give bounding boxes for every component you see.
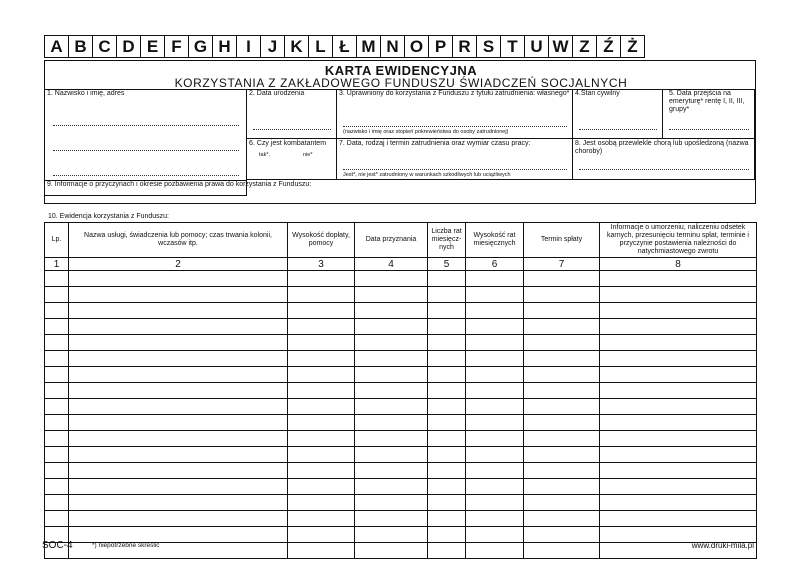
- table-cell[interactable]: [466, 351, 524, 367]
- table-cell[interactable]: [69, 351, 288, 367]
- table-cell[interactable]: [45, 319, 69, 335]
- table-cell[interactable]: [466, 271, 524, 287]
- table-cell[interactable]: [524, 271, 600, 287]
- table-cell[interactable]: [600, 415, 757, 431]
- table-cell[interactable]: [524, 463, 600, 479]
- table-cell[interactable]: [600, 463, 757, 479]
- table-cell[interactable]: [288, 479, 355, 495]
- table-cell[interactable]: [600, 399, 757, 415]
- table-cell[interactable]: [355, 399, 428, 415]
- table-cell[interactable]: [524, 335, 600, 351]
- col-header-grant-date: Data przyznania: [355, 223, 428, 258]
- table-cell[interactable]: [466, 399, 524, 415]
- table-cell[interactable]: [45, 351, 69, 367]
- column-number: 8: [600, 258, 757, 271]
- table-cell[interactable]: [288, 431, 355, 447]
- alphabet-letter: N: [381, 36, 405, 57]
- alphabet-letter: Z: [573, 36, 597, 57]
- table-row: [45, 399, 757, 415]
- table-header-row: [45, 223, 757, 258]
- table-cell[interactable]: [428, 335, 466, 351]
- alphabet-index: [44, 35, 645, 58]
- table-cell[interactable]: [69, 463, 288, 479]
- table-cell[interactable]: [355, 383, 428, 399]
- table-cell[interactable]: [355, 335, 428, 351]
- table-cell[interactable]: [69, 399, 288, 415]
- table-cell[interactable]: [466, 511, 524, 527]
- field-combatant: [247, 139, 337, 180]
- table-cell[interactable]: [600, 383, 757, 399]
- table-cell[interactable]: [600, 351, 757, 367]
- column-number: 5: [428, 258, 466, 271]
- table-cell[interactable]: [600, 367, 757, 383]
- table-row: [45, 319, 757, 335]
- table-cell[interactable]: [466, 431, 524, 447]
- birth-date-input-line[interactable]: [253, 129, 331, 130]
- publisher-site: www.druki-mila.pl: [691, 541, 754, 550]
- entitlement-input-line[interactable]: [343, 126, 567, 127]
- fund-usage-table: [44, 222, 757, 559]
- alphabet-letter: S: [477, 36, 501, 57]
- table-cell[interactable]: [524, 319, 600, 335]
- section-10-label: 10. Ewidencja korzystania z Funduszu:: [48, 213, 170, 220]
- table-cell[interactable]: [355, 287, 428, 303]
- table-cell[interactable]: [600, 303, 757, 319]
- table-cell[interactable]: [288, 287, 355, 303]
- table-cell[interactable]: [428, 527, 466, 543]
- table-cell[interactable]: [524, 479, 600, 495]
- field-retirement: [663, 89, 755, 139]
- table-cell[interactable]: [428, 303, 466, 319]
- table-cell[interactable]: [524, 543, 600, 559]
- table-cell[interactable]: [524, 431, 600, 447]
- entitlement-note: (nazwisko i imię oraz stopień pokrewieństwa do osoby zatrudnionej): [343, 129, 509, 135]
- retirement-input-line[interactable]: [669, 129, 749, 130]
- table-row: [45, 447, 757, 463]
- table-cell[interactable]: [288, 495, 355, 511]
- table-cell[interactable]: [428, 287, 466, 303]
- table-cell[interactable]: [524, 527, 600, 543]
- table-cell[interactable]: [428, 367, 466, 383]
- table-cell[interactable]: [428, 543, 466, 559]
- field-birth-date: [247, 89, 337, 139]
- table-cell[interactable]: [45, 303, 69, 319]
- field-employment-label: 7. Data, rodzaj i termin zatrudnienia oraz wymiar czasu pracy:: [339, 140, 531, 147]
- field-deprivation-info-label: 9. Informacje o przyczynach i okresie pozbawienia prawa do korzystania z Funduszu:: [47, 181, 312, 188]
- table-cell[interactable]: [45, 335, 69, 351]
- alphabet-letter: D: [117, 36, 141, 57]
- table-cell[interactable]: [466, 479, 524, 495]
- table-cell[interactable]: [69, 271, 288, 287]
- table-cell[interactable]: [355, 319, 428, 335]
- table-cell[interactable]: [428, 383, 466, 399]
- table-row: [45, 351, 757, 367]
- combatant-yes-option[interactable]: tak*,: [259, 152, 271, 158]
- table-cell[interactable]: [288, 415, 355, 431]
- table-row: [45, 415, 757, 431]
- col-header-installment-count: Liczba rat miesięcz-nych: [428, 223, 466, 258]
- table-cell[interactable]: [466, 543, 524, 559]
- field-name-address-label: 1. Nazwisko i imię, adres: [47, 90, 125, 97]
- table-cell[interactable]: [600, 511, 757, 527]
- table-cell[interactable]: [524, 303, 600, 319]
- table-cell[interactable]: [466, 527, 524, 543]
- table-cell[interactable]: [524, 367, 600, 383]
- table-cell[interactable]: [355, 511, 428, 527]
- alphabet-letter: W: [549, 36, 573, 57]
- col-header-installment-amount: Wysokość rat miesięcznych: [466, 223, 524, 258]
- table-row: [45, 335, 757, 351]
- alphabet-letter: T: [501, 36, 525, 57]
- table-cell[interactable]: [466, 415, 524, 431]
- table-cell[interactable]: [428, 271, 466, 287]
- column-number: 2: [69, 258, 288, 271]
- table-cell[interactable]: [45, 479, 69, 495]
- table-cell[interactable]: [45, 399, 69, 415]
- table-cell[interactable]: [288, 447, 355, 463]
- table-cell[interactable]: [288, 527, 355, 543]
- col-header-service-name: Nazwa usługi, świadczenia lub pomocy; czas trwania kolonii, wczasów itp.: [69, 223, 288, 258]
- table-cell[interactable]: [524, 447, 600, 463]
- table-cell[interactable]: [428, 463, 466, 479]
- table-row: [45, 527, 757, 543]
- table-cell[interactable]: [466, 383, 524, 399]
- table-row: [45, 479, 757, 495]
- table-cell[interactable]: [466, 495, 524, 511]
- column-number: 1: [45, 258, 69, 271]
- table-cell[interactable]: [355, 431, 428, 447]
- col-header-subsidy-amount: Wysokość dopłaty, pomocy: [288, 223, 355, 258]
- table-cell[interactable]: [355, 463, 428, 479]
- field-chronic-illness-label: 8. Jest osobą przewlekle chorą lub upośledzoną (nazwa choroby): [575, 140, 749, 155]
- alphabet-letter: C: [93, 36, 117, 57]
- alphabet-letter: E: [141, 36, 165, 57]
- table-cell[interactable]: [466, 319, 524, 335]
- field-deprivation-info: [45, 180, 755, 204]
- field-entitlement-label: 3. Uprawniony do korzystania z Funduszu z tytułu zatrudnienia: własnego*: [339, 90, 570, 97]
- table-cell[interactable]: [355, 303, 428, 319]
- table-cell[interactable]: [288, 399, 355, 415]
- table-cell[interactable]: [69, 335, 288, 351]
- table-cell[interactable]: [69, 495, 288, 511]
- address-input-line-1[interactable]: [53, 150, 239, 151]
- table-row: [45, 511, 757, 527]
- column-number: 6: [466, 258, 524, 271]
- alphabet-letter: B: [69, 36, 93, 57]
- table-row: [45, 495, 757, 511]
- table-cell[interactable]: [466, 367, 524, 383]
- card-subtitle: KORZYSTANIA Z ZAKŁADOWEGO FUNDUSZU ŚWIADCZEŃ SOCJALNYCH: [174, 76, 628, 90]
- table-cell[interactable]: [428, 479, 466, 495]
- table-cell[interactable]: [524, 415, 600, 431]
- table-cell[interactable]: [428, 415, 466, 431]
- table-cell[interactable]: [600, 319, 757, 335]
- column-number: 3: [288, 258, 355, 271]
- marital-status-input-line[interactable]: [579, 129, 657, 130]
- table-cell[interactable]: [355, 527, 428, 543]
- table-cell[interactable]: [45, 271, 69, 287]
- table-row: [45, 367, 757, 383]
- alphabet-letter: M: [357, 36, 381, 57]
- alphabet-letter: G: [189, 36, 213, 57]
- table-cell[interactable]: [466, 287, 524, 303]
- field-marital-status-label: 4.Stan cywilny: [575, 90, 620, 97]
- table-cell[interactable]: [524, 495, 600, 511]
- table-cell[interactable]: [288, 543, 355, 559]
- col-header-repayment-date: Termin spłaty: [524, 223, 600, 258]
- table-cell[interactable]: [428, 495, 466, 511]
- table-cell[interactable]: [69, 383, 288, 399]
- alphabet-letter: Ż: [627, 36, 638, 56]
- table-cell[interactable]: [428, 319, 466, 335]
- table-cell[interactable]: [524, 351, 600, 367]
- table-cell[interactable]: [69, 415, 288, 431]
- alphabet-letter: Ź: [597, 36, 621, 57]
- combatant-no-option[interactable]: nie*: [303, 152, 313, 158]
- col-header-remission-info: Informacje o umorzeniu, naliczeniu odsetek karnych, przesunięciu terminu spłat, terminie i przyczynie postawienia należności do natychmiastowego zwrotu: [600, 223, 757, 258]
- table-cell[interactable]: [45, 447, 69, 463]
- table-cell[interactable]: [466, 335, 524, 351]
- table-cell[interactable]: [600, 431, 757, 447]
- alphabet-letter: P: [429, 36, 453, 57]
- table-cell[interactable]: [600, 335, 757, 351]
- table-cell[interactable]: [288, 383, 355, 399]
- name-input-line[interactable]: [53, 125, 239, 126]
- table-cell[interactable]: [355, 351, 428, 367]
- table-cell[interactable]: [355, 271, 428, 287]
- table-cell[interactable]: [524, 399, 600, 415]
- col-header-lp: Lp.: [45, 223, 69, 258]
- table-cell[interactable]: [288, 367, 355, 383]
- table-cell[interactable]: [355, 479, 428, 495]
- table-cell[interactable]: [466, 463, 524, 479]
- table-cell[interactable]: [355, 367, 428, 383]
- table-cell[interactable]: [69, 287, 288, 303]
- table-cell[interactable]: [355, 543, 428, 559]
- table-cell[interactable]: [600, 271, 757, 287]
- column-number-row: [45, 258, 757, 271]
- table-cell[interactable]: [45, 367, 69, 383]
- table-cell[interactable]: [45, 383, 69, 399]
- table-cell[interactable]: [524, 287, 600, 303]
- table-cell[interactable]: [600, 479, 757, 495]
- table-row: [45, 303, 757, 319]
- table-cell[interactable]: [428, 351, 466, 367]
- table-row: [45, 383, 757, 399]
- table-cell[interactable]: [466, 303, 524, 319]
- table-cell[interactable]: [69, 367, 288, 383]
- table-row: [45, 431, 757, 447]
- table-cell[interactable]: [355, 415, 428, 431]
- table-cell[interactable]: [466, 447, 524, 463]
- table-cell[interactable]: [288, 271, 355, 287]
- field-retirement-label: 5. Data przejścia na emeryturę* rentę I, II, III, grupy*: [669, 90, 745, 113]
- table-cell[interactable]: [428, 511, 466, 527]
- table-cell[interactable]: [45, 431, 69, 447]
- table-cell[interactable]: [428, 399, 466, 415]
- table-cell[interactable]: [355, 495, 428, 511]
- alphabet-letter: O: [405, 36, 429, 57]
- table-cell[interactable]: [524, 383, 600, 399]
- table-cell[interactable]: [600, 495, 757, 511]
- alphabet-letter: R: [453, 36, 477, 57]
- table-cell[interactable]: [45, 511, 69, 527]
- table-cell[interactable]: [45, 287, 69, 303]
- table-cell[interactable]: [524, 511, 600, 527]
- alphabet-letter: K: [285, 36, 309, 57]
- table-cell[interactable]: [355, 447, 428, 463]
- harmful-conditions-note: Jest*, nie jest* zatrudniony w warunkach szkodliwych lub uciążliwych: [343, 172, 511, 178]
- address-input-line-2[interactable]: [53, 175, 239, 176]
- table-cell[interactable]: [600, 287, 757, 303]
- alphabet-letter: F: [165, 36, 189, 57]
- table-cell[interactable]: [288, 335, 355, 351]
- table-cell[interactable]: [69, 303, 288, 319]
- alphabet-letter: I: [237, 36, 261, 57]
- table-cell[interactable]: [69, 479, 288, 495]
- table-cell[interactable]: [288, 511, 355, 527]
- column-number: 4: [355, 258, 428, 271]
- form-code: SOC-4: [42, 540, 73, 551]
- table-row: [45, 287, 757, 303]
- table-cell[interactable]: [45, 495, 69, 511]
- record-card: [44, 60, 756, 204]
- table-cell[interactable]: [600, 447, 757, 463]
- table-row: [45, 463, 757, 479]
- table-cell[interactable]: [69, 431, 288, 447]
- alphabet-letter: Ł: [333, 36, 357, 57]
- table-row: [45, 271, 757, 287]
- table-cell[interactable]: [69, 527, 288, 543]
- alphabet-letter: H: [213, 36, 237, 57]
- alphabet-letter: A: [45, 36, 69, 57]
- table-cell[interactable]: [428, 447, 466, 463]
- table-cell[interactable]: [288, 319, 355, 335]
- field-combatant-label: 6. Czy jest kombatantem: [249, 140, 327, 147]
- footnote: *) niepotrzebne skreślić: [92, 542, 160, 549]
- table-cell[interactable]: [428, 431, 466, 447]
- employment-input-line[interactable]: [343, 169, 567, 170]
- column-number: 7: [524, 258, 600, 271]
- field-birth-date-label: 2. Data urodzenia: [249, 90, 305, 97]
- alphabet-letter: J: [261, 36, 285, 57]
- field-marital-status: [573, 89, 663, 139]
- table-cell[interactable]: [45, 415, 69, 431]
- chronic-illness-input-line[interactable]: [579, 169, 749, 170]
- table-cell[interactable]: [69, 319, 288, 335]
- table-cell[interactable]: [288, 303, 355, 319]
- field-chronic-illness: [573, 139, 755, 180]
- table-cell[interactable]: [288, 351, 355, 367]
- table-cell[interactable]: [288, 463, 355, 479]
- table-cell[interactable]: [69, 447, 288, 463]
- card-title: KARTA EWIDENCYJNA: [324, 63, 478, 78]
- alphabet-letter: L: [309, 36, 333, 57]
- table-cell[interactable]: [69, 511, 288, 527]
- table-cell[interactable]: [45, 463, 69, 479]
- alphabet-letter: U: [525, 36, 549, 57]
